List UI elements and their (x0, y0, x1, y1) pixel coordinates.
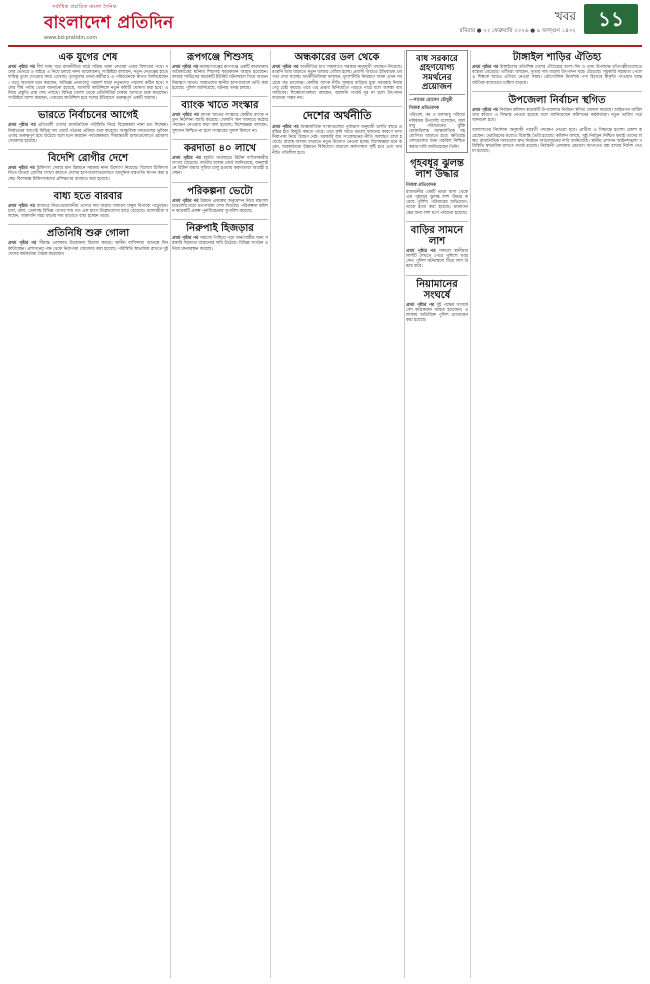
article-headline: করদাতা ৪০ লাখে (184, 142, 256, 154)
article-separator (172, 96, 268, 97)
article-lead: প্রথম পৃষ্ঠার পর (472, 65, 499, 70)
article-text: দুই পক্ষের সংঘর্ষে বেশ কয়েকজন আহত হয়েছেন। এলাকায় অতিরিক্ত পুলিশ মোতায়েন করা হয়েছে। (406, 302, 468, 324)
article-body (172, 113, 268, 134)
article (172, 52, 268, 91)
masthead (8, 2, 642, 46)
article (8, 110, 168, 144)
article-body (8, 204, 168, 220)
article-headline: বাধ সরকারে গ্রহণযোগ্য সমর্থনের প্রয়োজন (409, 55, 465, 95)
article-body: রাজধানীর একটি ভাড়া বাসা থেকে এক গৃহবধূর ঝুলন্ত লাশ উদ্ধার করেছে পুলিশ। পরিবারের অভিযোগ, তাকে হত্যা করা হয়েছে। ময়নাতদন্তের জন্য লাশ মর্গে পাঠানো হয়েছে। (406, 189, 468, 216)
masthead-rule (8, 45, 642, 47)
article-separator (172, 219, 268, 220)
article-lead: প্রথম পৃষ্ঠার পর (8, 166, 35, 172)
article-lead: প্রথম পৃষ্ঠার পর (406, 302, 435, 308)
article (8, 228, 168, 257)
article-separator (8, 106, 168, 107)
article-body (472, 108, 642, 124)
article-separator (406, 275, 468, 276)
column-3 (272, 50, 402, 978)
article-headline: অন্ধকারের ডল থেকে (294, 52, 380, 63)
article (172, 143, 268, 177)
article-separator (172, 139, 268, 140)
article (172, 223, 268, 252)
article-body (272, 125, 402, 156)
article-lead: প্রথম পৃষ্ঠার পর (172, 155, 201, 161)
article-headline: টাঙ্গাইল শাড়ির ঐতিহ্য (512, 52, 602, 63)
article-text: ব্যাংক খাতের সংস্কারে কেন্দ্রীয় ব্যাংক নতুন নির্দেশনা জারি করেছে। খেলাপি ঋণ আদায়ে কঠোর পদক্ষেপ নেওয়ার কথা বলা হয়েছে। বিশেষজ্ঞরা বলছেন, সুশাসন নিশ্চিত না হলে সংস্কারের সুফল মিলবে না। (172, 113, 268, 134)
article-text: নারায়ণগঞ্জের রূপগঞ্জে একটি কারখানায় অগ্নিকাণ্ডের ঘটনায় শিশুসহ কয়েকজন আহত হয়েছেন। ফায়ার সার্ভিসের কয়েকটি ইউনিট ঘটনাস্থলে গিয়ে আগুন নিয়ন্ত্রণে আনে। আহতদের স্থানীয় হাসপাতালে ভর্তি করা হয়েছে। পুলিশ জানিয়েছে, ঘটনার তদন্ত চলছে। (172, 65, 268, 91)
article-body: পরিবেশ, বন ও জলবায়ু পরিবর্তনবিষয়ক উপদেষ্টা বলেছেন, জলবায়ু পরিবর্তনের ঝুঁকি মোকাবিলায় আন্তর্জাতিক সহযোগিতা বাড়াতে হবে। ক্ষতিগ্রস্ত দেশগুলোর জন্য তহবিল নিশ্চিত করার দাবি জানিয়েছেন তিনি। (409, 113, 465, 150)
article-separator (8, 149, 168, 150)
article (472, 95, 642, 124)
article (8, 153, 168, 182)
article-lead: প্রথম পৃষ্ঠার পর (406, 248, 436, 254)
article-headline: নিরুপাই হিজড়ার (186, 223, 254, 235)
article-text: আন্তর্জাতিক সংস্থাগুলোর পূর্বাভাস অনুযায়ী চলতি বছরে প্রবৃদ্ধির হার কিছুটা কমতে পারে। তবে কৃষি খাতে ভালো ফলনের কারণে খাদ্য নিরাপত্তা নিয়ে উদ্বেগ নেই। সরকারি ব্যয় সংকোচনের নীতি অব্যাহত রাখা হয়েছে। রাজস্ব আদায় বাড়াতে নতুন উদ্যোগ নেওয়া হচ্ছে। বিশেষজ্ঞরা মনে করেন, অবকাঠামো উন্নয়নে বিনিয়োগ বাড়ালে কর্মসংস্থান সৃষ্টি হবে এবং অর্থনীতি গতিশীল হবে। (272, 124, 402, 156)
column-2 (172, 50, 268, 978)
article (406, 225, 468, 270)
article-headline: দেশের অর্থনীতি (302, 109, 372, 123)
article-body (172, 156, 268, 177)
article-lead: প্রথম পৃষ্ঠার পর (8, 65, 35, 70)
article-lead: প্রথম পৃষ্ঠার পর (172, 65, 199, 70)
article-lead: প্রথম পৃষ্ঠার পর (8, 241, 37, 247)
article-lead: প্রথম পৃষ্ঠার পর (172, 236, 199, 242)
article (172, 186, 268, 215)
article-headline: রূপগঞ্জে শিশুসহ (187, 52, 253, 63)
article-body (172, 65, 268, 91)
article-body: আদালতের নির্দেশনা অনুযায়ী পরবর্তী পদক্ষেপ নেওয়া হবে। প্রার্থীরা এ সিদ্ধান্তে হতাশা প্রকাশ করেছেন। ভোটারদের মধ্যেও বিভ্রান্তি তৈরি হয়েছে। কমিশন বলছে, সুষ্ঠু নির্বাচন নিশ্চিত করাই তাদের লক্ষ্য। রাজনৈতিক দলগুলো দ্রুত নির্বাচন আয়োজনের দাবি জানিয়েছে। স্থানীয় প্রশাসন আইনশৃঙ্খলা পরিস্থিতি স্বাভাবিক রাখতে সতর্ক রয়েছে। নির্বাচনী এলাকায় প্রচারণা আপাতত বন্ধ রাখার নির্দেশ দেওয়া হয়েছে। (472, 128, 642, 155)
article-lead: প্রথম পৃষ্ঠার পর (172, 198, 199, 204)
page-number: ১১ (584, 4, 638, 34)
column-divider (470, 50, 471, 978)
article-lead: প্রথম পৃষ্ঠার পর (472, 107, 498, 113)
article-text: চিকিৎসা সেবার মান উন্নয়নে সরকার নানা উদ্যোগ নিয়েছে। বিদেশে চিকিৎসা নিতে যাওয়া রোগীর সংখ্যা কমাতে দেশের হাসপাতালগুলোতে আধুনিক যন্ত্রপাতি স্থাপন করা হচ্ছে। বিশেষজ্ঞ চিকিৎসকদের প্রশিক্ষণের ব্যবস্থাও করা হয়েছে। (8, 166, 168, 182)
article-sub-byline: নিজস্ব প্রতিবেদক (409, 106, 440, 112)
article-separator (472, 91, 642, 92)
article-headline: পরিকল্পনা ভেটো (187, 185, 253, 197)
article (406, 279, 468, 324)
article-headline: বাড়ির সামনে লাশ (410, 224, 464, 247)
article (172, 100, 268, 134)
article-separator (272, 106, 402, 107)
article (472, 52, 642, 86)
article-text: নির্বাচন কমিশন কয়েকটি উপজেলার নির্বাচন স্থগিত ঘোষণা করেছে। আইনগত জটিলতার কারণে এ সিদ্ধান্ত নেওয়া হয়েছে বলে জানিয়েছেন কমিশনের কর্মকর্তারা। নতুন তারিখ পরে জানানো হবে। (472, 107, 642, 124)
article-body (8, 241, 168, 257)
article-text: সীমান্ত এলাকায় উত্তেজনা বিরাজ করছে। স্থানীয় বাসিন্দারা আতঙ্কে দিন কাটাচ্ছেন। প্রশাসনের পক্ষ থেকে নিরাপত্তা জোরদার করা হয়েছে। পরিস্থিতি স্বাভাবিক রাখতে দুই দেশের কর্মকর্তারা বৈঠক করেছেন। (8, 241, 168, 257)
article-headline: নিয়ামানের সংঘর্ষে (416, 278, 458, 301)
article-headline: এক যুগের শেষ (58, 52, 118, 63)
column-divider (170, 50, 171, 978)
column-divider (404, 50, 405, 978)
article-body (272, 65, 402, 101)
article-body (406, 249, 468, 270)
article-text: সমাজে পিছিয়ে পড়া জনগোষ্ঠীর জন্য সরকারি সহায়তা বাড়ানোর দাবি উঠেছে। বিভিন্ন সংগঠন এ নিয়ে মানববন্ধন করেছে। (172, 236, 268, 252)
article-headline: গৃহবধূর ঝুলন্ত লাশ উদ্ধার (410, 157, 464, 180)
article-text: দীর্ঘ সময় ধরে রাজনীতির মাঠে সক্রিয় থাকা নেতারা এবার বিদায়ের পথে। দলের ভেতরে ও বাইরে এ নিয়ে চলছে নানা আলোচনা। সংশ্লিষ্টরা বলছেন, নতুন নেতৃত্বের হাতে দায়িত্ব তুলে দেওয়ার সময় এসেছে। তৃণমূলের নেতা-কর্মীরাও এ পরিবর্তনকে স্বাগত জানিয়েছেন। তবে অনেকে মনে করছেন, অভিজ্ঞ নেতাদের পরামর্শ ছাড়া নতুনদের পথচলা কঠিন হবে। দলের শীর্ষ পর্যায় থেকে জানানো হয়েছে, আগামী কাউন্সিলে নতুন কমিটি ঘোষণা করা হবে। এ নিয়ে প্রস্তুতি প্রায় শেষ পর্যায়ে। বিভিন্ন জেলা থেকে প্রতিনিধিরা ঢাকায় আসতে শুরু করেছেন। সংশ্লিষ্টরা আশা করছেন, এবারের কাউন্সিল হবে দলের ইতিহাসে গুরুত্বপূর্ণ একটি অধ্যায়। (8, 65, 168, 102)
article-byline: নিজস্ব প্রতিবেদক (406, 182, 437, 188)
article-lead: প্রথম পৃষ্ঠার পর (8, 123, 36, 129)
logo-url: www.bd-pratidin.com (44, 35, 98, 41)
article-separator (406, 221, 468, 222)
article-lead: প্রথম পৃষ্ঠার পর (172, 113, 199, 119)
article-separator (172, 182, 268, 183)
article-text: চলতি অর্থবছরে রিটার্ন দাখিলকারীর সংখ্যা বেড়েছে। জাতীয় রাজস্ব বোর্ড জানিয়েছে, অনলাইনে রিটার্ন জমার সুবিধা চালু হওয়ায় করদাতারা আগ্রহী হচ্ছেন। (172, 155, 268, 177)
article-text: বাজারে নিত্যপ্রয়োজনীয় পণ্যের দাম বাড়ায় সাধারণ মানুষ বিপাকে পড়েছেন। চাল, ডাল, তেলসহ বিভিন্ন পণ্যের দাম গত এক মাসে উল্লেখযোগ্য হারে বেড়েছে। ব্যবসায়ীরা বলছেন, আমদানি খরচ বাড়ায় দাম বাড়াতে বাধ্য হচ্ছেন তারা। (8, 203, 168, 220)
article-text: প্রতিবেশী দেশের রাজনৈতিক পরিস্থিতি নিয়ে বিশ্লেষকরা নানা মত দিচ্ছেন। নির্বাচনের আগেই বিভিন্ন দল জোট গঠনের প্রক্রিয়া শুরু করেছে। আঞ্চলিক দলগুলোর ভূমিকা এবার গুরুত্বপূর্ণ হয়ে উঠেছে বলে মনে করছেন পর্যবেক্ষকরা। সীমান্তবর্তী রাজ্যগুলোতে প্রচারণা জোরদার হয়েছে। (8, 123, 168, 145)
article-body (8, 65, 168, 101)
article (8, 52, 168, 101)
column-4 (406, 50, 468, 978)
article-lead: প্রথম পৃষ্ঠার পর (8, 203, 35, 209)
article-body (172, 199, 268, 215)
article-headline: বিদেশি রোগীর দেশে (47, 153, 129, 165)
logo-tagline: সর্বাধিক প্রচারিত বাংলা দৈনিক (52, 4, 117, 10)
article-lead: প্রথম পৃষ্ঠার পর (272, 124, 299, 130)
column-5 (472, 50, 642, 978)
article-text: সকালে স্থানীয়রা লাশটি দেখতে পেয়ে পুলিশে খবর দেন। পুলিশ ঘটনাস্থলে গিয়ে লাশ উদ্ধার করে। (406, 248, 468, 270)
article-body (172, 236, 268, 252)
article-headline: প্রতিনিধি শুরু গোলা (46, 228, 130, 240)
article-headline: ভারতে নির্বাচনের আগেই (38, 110, 138, 122)
article-separator (8, 187, 168, 188)
column-divider (270, 50, 271, 978)
article-headline: ব্যাংক খাতে সংস্কার (181, 100, 259, 112)
section-name: খবর (554, 9, 576, 23)
article-lead: প্রথম পৃষ্ঠার পর (272, 65, 299, 70)
column-1 (8, 50, 168, 978)
article-separator (8, 224, 168, 225)
article (406, 158, 468, 216)
article-text: অর্থনীতির চাপ সামলাতে সরকার নানামুখী পদক্ষেপ নিয়েছে। রপ্তানি আয় বাড়াতে নতুন বাজার খোঁজা হচ্ছে। প্রবাসী আয়েও ইতিবাচক প্রবণতা দেখা যাচ্ছে। অর্থনীতিবিদরা বলছেন, মূল্যস্ফীতি নিয়ন্ত্রণে আনা এখন সবচেয়ে বড় চ্যালেঞ্জ। কেন্দ্রীয় ব্যাংক নীতি সুদহার বাড়িয়ে মুদ্রা সরবরাহ নিয়ন্ত্রণের চেষ্টা করছে। তবে এর প্রভাব বিনিয়োগে পড়তে পারে বলে আশঙ্কা ব্যবসায়ীদের। শিল্পোদ্যোক্তারা বলছেন, জ্বালানি সংকট দূর না হলে উৎপাদন বাড়ানো সম্ভব নয়। (272, 65, 402, 102)
article (406, 50, 468, 153)
article-body (8, 123, 168, 144)
article (8, 191, 168, 220)
dateline: রবিবার ● ২২ ফেব্রুয়ারি ২০২৬ ● ৯ ফাল্গুন ১৪৩২ (459, 28, 576, 34)
article (272, 52, 402, 101)
article-continued (472, 128, 642, 154)
article-body (8, 166, 168, 182)
article-body (472, 65, 642, 86)
article-headline: উপজেলা নির্বাচন স্থগিত (508, 94, 606, 106)
article-text: উন্নয়ন প্রকল্পের অনুমোদন নিয়ে মন্ত্রণালয়গুলোর মধ্যে মতপার্থক্য দেখা দিয়েছে। পরিকল্পনা কমিশন কয়েকটি প্রকল্প পুনর্বিবেচনার সুপারিশ করেছে। (172, 198, 268, 215)
article-body (406, 303, 468, 324)
article-byline: —সাবের হোসেন চৌধুরী (409, 98, 453, 104)
article (272, 110, 402, 155)
article-headline: বাধ্য হতে বারবার (53, 190, 123, 202)
newspaper-logo: বাংলাদেশ প্রতিদিন (44, 13, 174, 33)
article-text: টাঙ্গাইলের তাঁতশিল্প দেশের ঐতিহ্যের অংশ। ঈদ ও পূজা উপলক্ষে তাঁতপল্লীগুলোতে ব্যস্ততা বেড়েছে। তাঁতিরা বলছেন, সুতার দাম বাড়ায় উৎপাদন খরচ বেড়েছে। সরকারি সহায়তা পেলে এ শিল্পকে আরও এগিয়ে নেওয়া সম্ভব। ভৌগোলিক নির্দেশক পণ্য হিসেবে স্বীকৃতি পাওয়ায় আন্তর্জাতিক বাজারেও চাহিদা বাড়ছে। (472, 65, 642, 86)
